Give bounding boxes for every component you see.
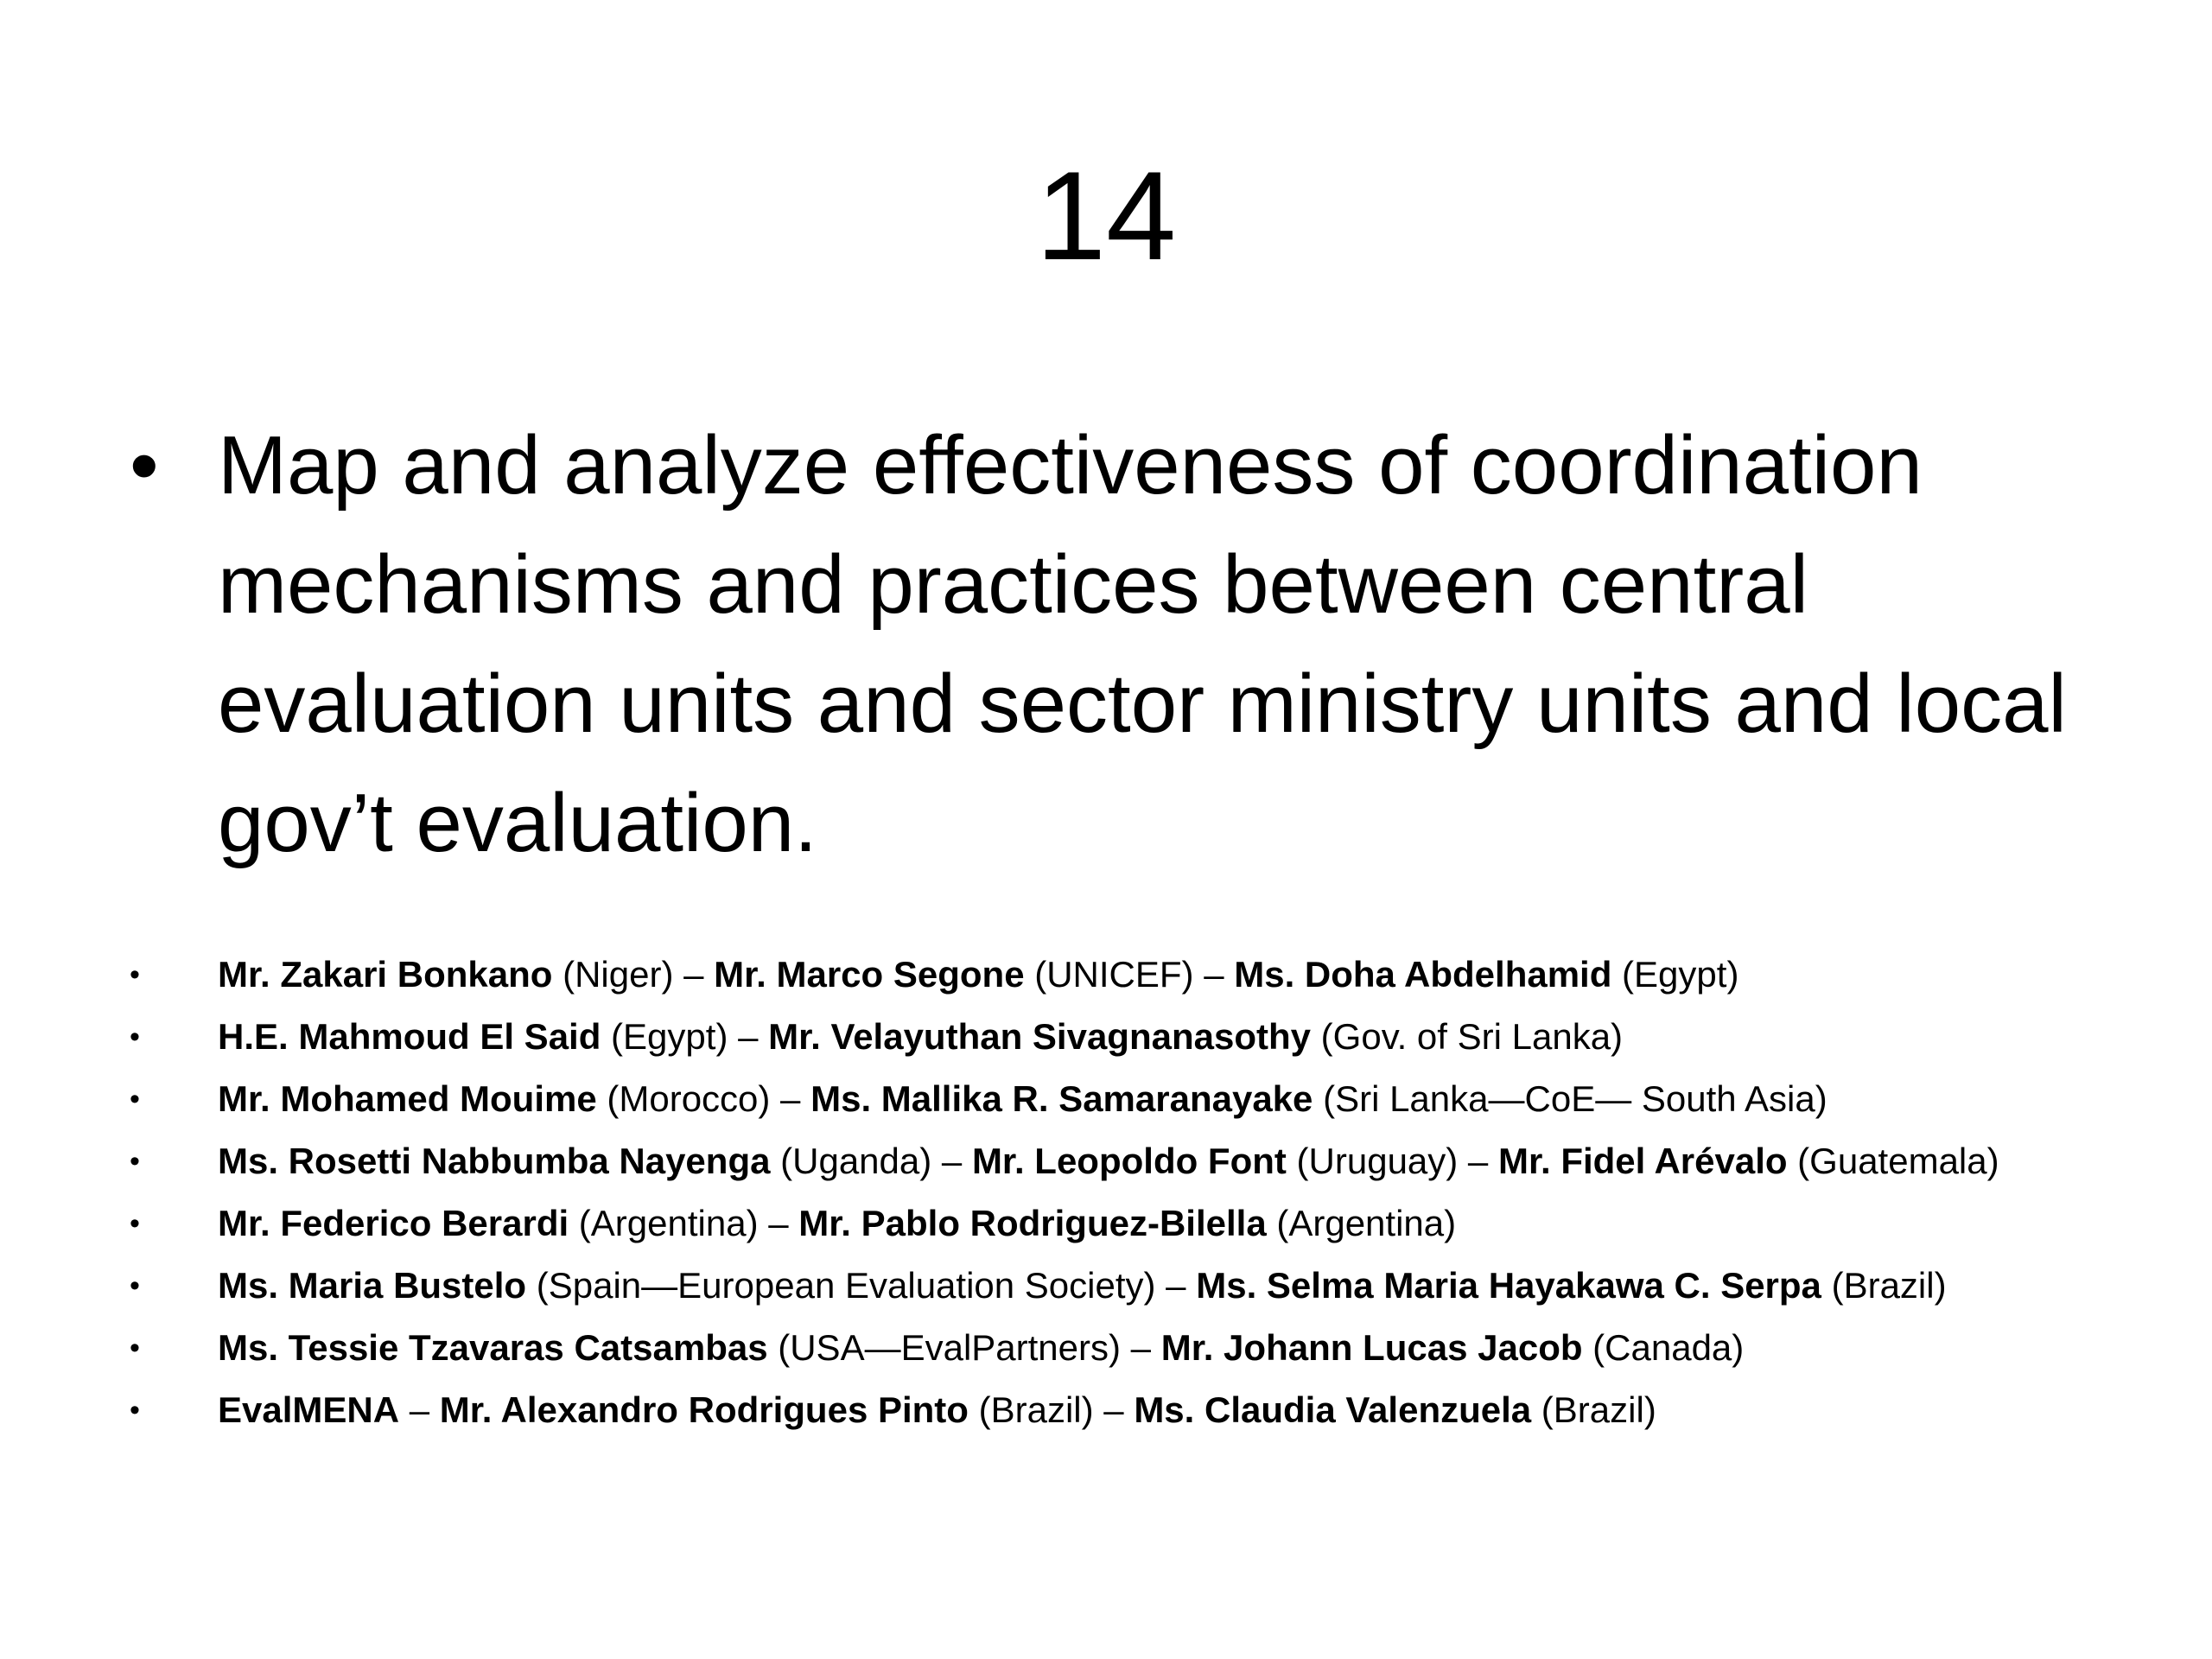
participant-text [218, 1068, 1827, 1130]
participant-row [130, 944, 2117, 1006]
participant-name: Mr. Fidel Arévalo [1497, 1141, 1788, 1181]
participant-affiliation: (Gov. of Sri Lanka) [1311, 1016, 1624, 1057]
participant-text [218, 1192, 1456, 1255]
participant-affiliation: (Brazil) [1821, 1265, 1947, 1306]
participant-affiliation: (Brazil) – [968, 1389, 1135, 1430]
participant-row [130, 1255, 2117, 1317]
participant-affiliation: (Uganda) – [770, 1141, 972, 1181]
slide-title: 14 [1035, 145, 1177, 286]
participant-name: Mr. Zakari Bonkano [218, 954, 553, 995]
participant-bullet: • [130, 958, 140, 991]
participants-list [130, 944, 2117, 1441]
participant-affiliation: (Guatemala) [1787, 1141, 1999, 1181]
participant-name: Ms. Tessie Tzavaras Catsambas [218, 1327, 768, 1368]
participant-affiliation: (Spain—European Evaluation Society) – [526, 1265, 1197, 1306]
participant-text [218, 1379, 1656, 1441]
participant-affiliation: (USA—EvalPartners) – [767, 1327, 1161, 1368]
participant-name: Mr. Velayuthan Sivagnanasothy [768, 1016, 1312, 1057]
main-point [130, 406, 2117, 883]
participant-row [130, 1130, 2117, 1192]
participant-bullet: • [130, 1083, 140, 1116]
participant-name: Ms. Rosetti Nabbumba Nayenga [218, 1141, 771, 1181]
participant-bullet: • [130, 1332, 140, 1364]
participant-text [218, 944, 1738, 1006]
participant-affiliation: (Sri Lanka—CoE— South Asia) [1313, 1078, 1827, 1119]
participant-affiliation: (Brazil) [1531, 1389, 1656, 1430]
participant-name: Mr. Alexandro Rodrigues Pinto [439, 1389, 969, 1430]
participant-text [218, 1006, 1623, 1068]
main-bullet: • [130, 419, 159, 512]
participant-affiliation: (Egypt) – [601, 1016, 769, 1057]
participant-text [218, 1317, 1744, 1379]
participant-name: EvalMENA [218, 1389, 400, 1430]
main-point-text: Map and analyze effectiveness of coordination mechanisms and practices between central evaluation units and sector ministry units and local gov’t evaluation. [218, 419, 2067, 869]
participant-row [130, 1006, 2117, 1068]
participant-affiliation: (Egypt) [1611, 954, 1739, 995]
participant-name: Ms. Doha Abdelhamid [1234, 954, 1612, 995]
participant-row [130, 1192, 2117, 1255]
participant-affiliation: (UNICEF) – [1024, 954, 1235, 995]
participant-name: Mr. Federico Berardi [218, 1203, 569, 1243]
participant-text [218, 1130, 1999, 1192]
participant-bullet: • [130, 1207, 140, 1240]
participant-name: Ms. Claudia Valenzuela [1134, 1389, 1532, 1430]
participant-name: Mr. Leopoldo Font [971, 1141, 1287, 1181]
participant-name: Mr. Pablo Rodriguez-Bilella [798, 1203, 1267, 1243]
participant-affiliation: (Canada) [1582, 1327, 1745, 1368]
participant-affiliation: – [399, 1389, 440, 1430]
participant-affiliation: (Niger) – [552, 954, 715, 995]
participant-bullet: • [130, 1145, 140, 1178]
participant-affiliation: (Uruguay) – [1286, 1141, 1498, 1181]
participant-bullet: • [130, 1269, 140, 1302]
participant-row [130, 1317, 2117, 1379]
participant-affiliation: (Argentina) – [569, 1203, 799, 1243]
participant-bullet: • [130, 1020, 140, 1053]
participant-affiliation: (Argentina) [1266, 1203, 1457, 1243]
participant-text [218, 1255, 1947, 1317]
participant-name: Ms. Selma Maria Hayakawa C. Serpa [1196, 1265, 1821, 1306]
participant-bullet: • [130, 1394, 140, 1427]
participant-name: Mr. Mohamed Mouime [218, 1078, 597, 1119]
participant-name: Ms. Mallika R. Samaranayake [810, 1078, 1313, 1119]
participant-row [130, 1068, 2117, 1130]
participant-affiliation: (Morocco) – [596, 1078, 811, 1119]
participant-name: Mr. Johann Lucas Jacob [1160, 1327, 1583, 1368]
participant-name: Mr. Marco Segone [714, 954, 1025, 995]
participant-name: Ms. Maria Bustelo [218, 1265, 527, 1306]
participant-name: H.E. Mahmoud El Said [218, 1016, 601, 1057]
participant-row [130, 1379, 2117, 1441]
